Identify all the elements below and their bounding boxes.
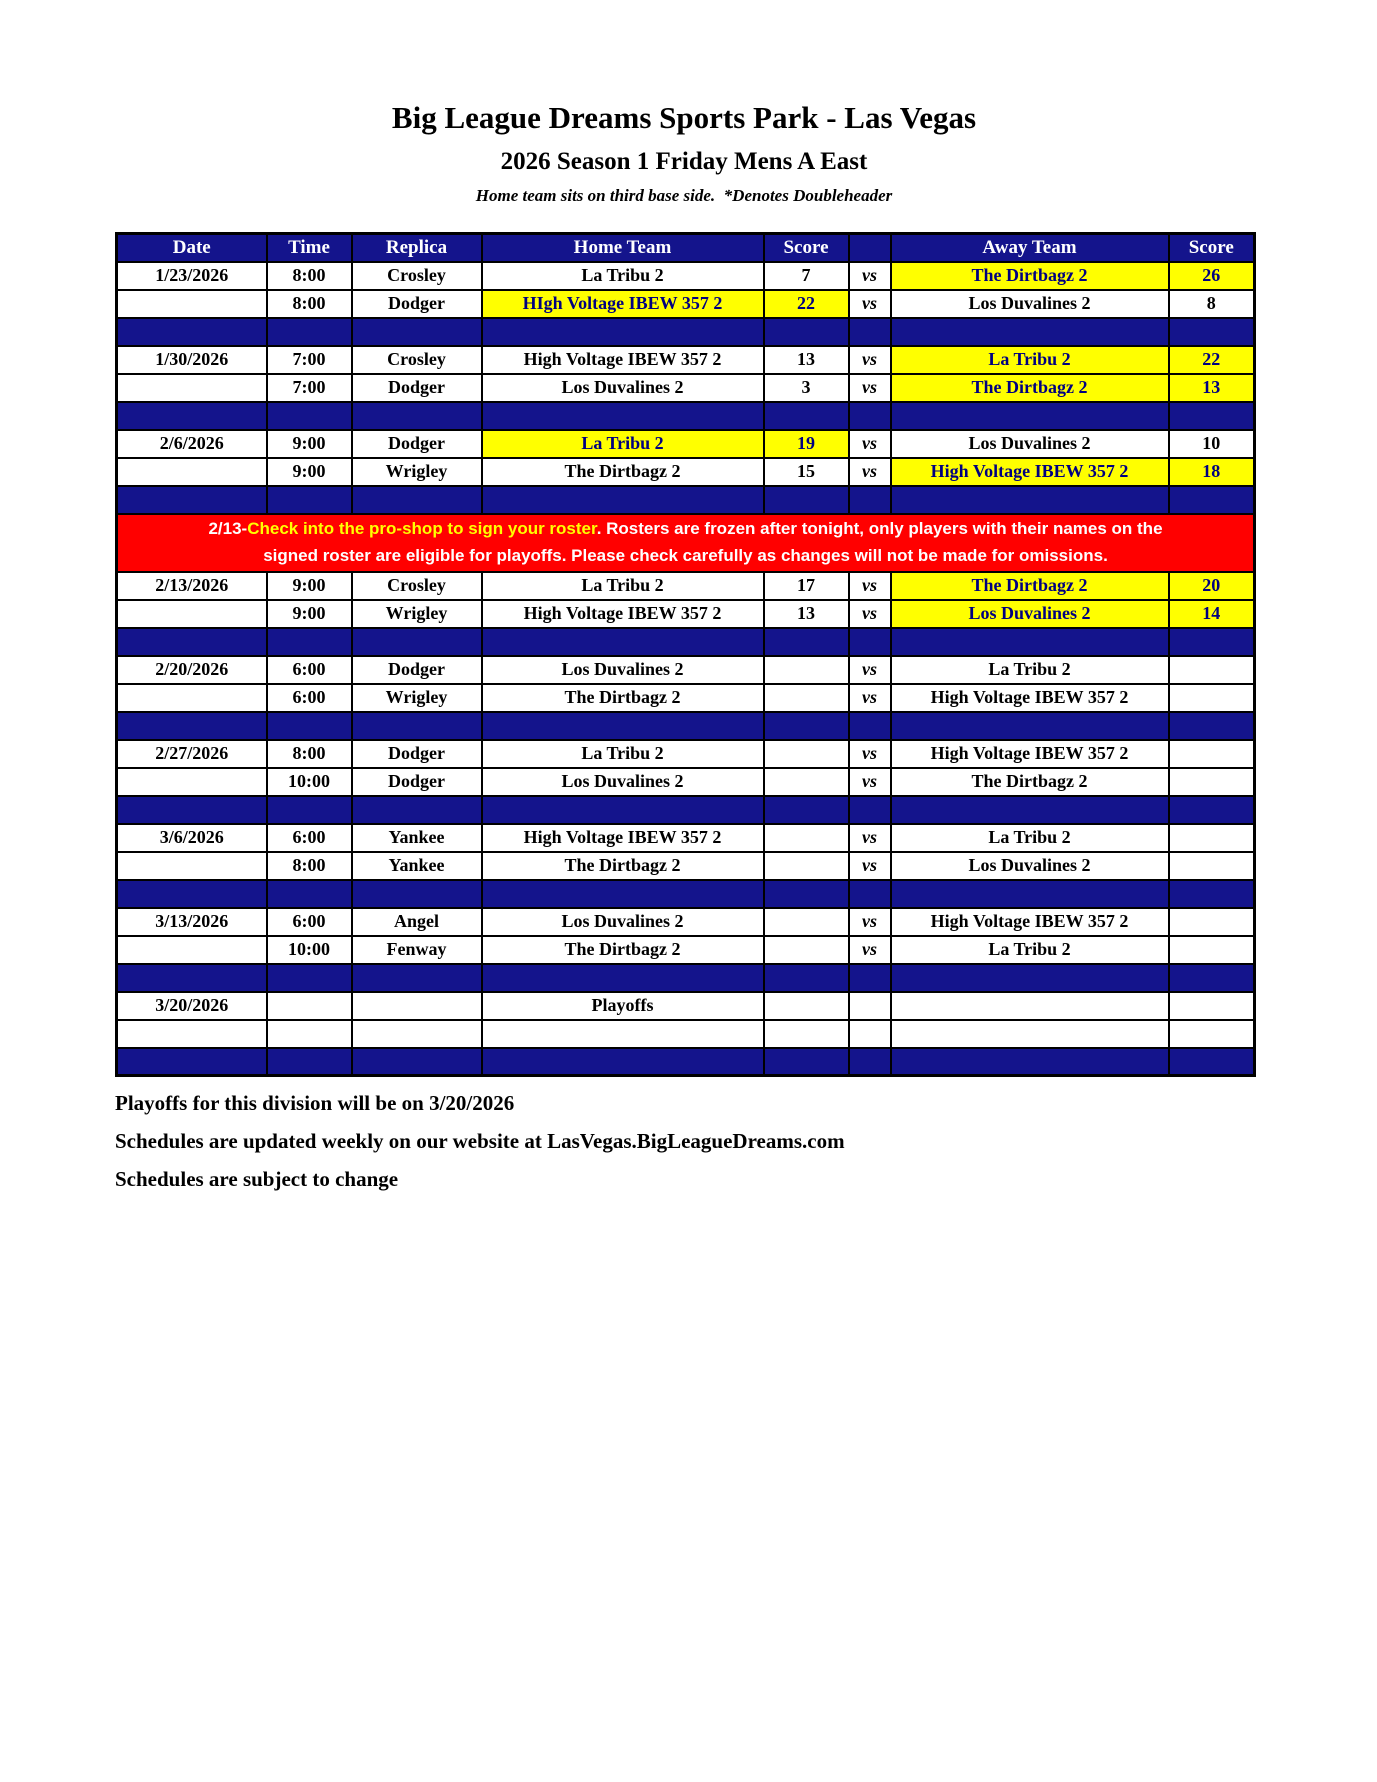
separator-cell bbox=[117, 796, 267, 824]
separator-cell bbox=[352, 628, 482, 656]
separator-cell bbox=[352, 402, 482, 430]
time-cell bbox=[267, 992, 352, 1020]
vs-cell: vs bbox=[849, 346, 891, 374]
separator-cell bbox=[352, 486, 482, 514]
home-score-cell bbox=[764, 740, 849, 768]
footer-website-note: Schedules are updated weekly on our website at LasVegas.BigLeagueDreams.com bbox=[115, 1129, 845, 1153]
separator-cell bbox=[1169, 712, 1255, 740]
home-score-cell bbox=[764, 684, 849, 712]
game-row bbox=[117, 572, 1255, 600]
home-team-cell: High Voltage IBEW 357 2 bbox=[482, 346, 764, 374]
away-score-cell: 14 bbox=[1169, 600, 1255, 628]
schedule-table-body bbox=[117, 262, 1255, 1076]
separator-cell bbox=[764, 880, 849, 908]
game-row bbox=[117, 992, 1255, 1020]
roster-notice-segment: . Rosters are frozen after tonight, only players with their names on the bbox=[596, 519, 1163, 539]
separator-cell bbox=[117, 712, 267, 740]
replica-cell: Dodger bbox=[352, 768, 482, 796]
game-row bbox=[117, 740, 1255, 768]
separator-cell bbox=[267, 712, 352, 740]
game-row bbox=[117, 430, 1255, 458]
vs-cell: vs bbox=[849, 458, 891, 486]
game-row bbox=[117, 600, 1255, 628]
game-row bbox=[117, 656, 1255, 684]
separator-cell bbox=[267, 628, 352, 656]
separator-row bbox=[117, 402, 1255, 430]
col-header-replica: Replica bbox=[352, 234, 482, 262]
away-score-cell bbox=[1169, 936, 1255, 964]
replica-cell: Dodger bbox=[352, 290, 482, 318]
col-header-vs bbox=[849, 234, 891, 262]
home-team-cell: La Tribu 2 bbox=[482, 430, 764, 458]
away-team-cell: La Tribu 2 bbox=[891, 824, 1169, 852]
separator-cell bbox=[117, 964, 267, 992]
time-cell: 8:00 bbox=[267, 262, 352, 290]
vs-cell: vs bbox=[849, 768, 891, 796]
separator-cell bbox=[352, 712, 482, 740]
separator-cell bbox=[849, 628, 891, 656]
separator-cell bbox=[764, 628, 849, 656]
date-cell: 2/13/2026 bbox=[117, 572, 267, 600]
date-cell: 3/6/2026 bbox=[117, 824, 267, 852]
separator-cell bbox=[267, 880, 352, 908]
time-cell: 8:00 bbox=[267, 740, 352, 768]
away-score-cell: 26 bbox=[1169, 262, 1255, 290]
away-team-cell: The Dirtbagz 2 bbox=[891, 262, 1169, 290]
vs-cell: vs bbox=[849, 600, 891, 628]
date-cell bbox=[117, 1020, 267, 1048]
vs-cell: vs bbox=[849, 572, 891, 600]
col-header-home-score: Score bbox=[764, 234, 849, 262]
separator-cell bbox=[1169, 1048, 1255, 1076]
home-score-cell: 3 bbox=[764, 374, 849, 402]
separator-cell bbox=[1169, 880, 1255, 908]
home-score-cell bbox=[764, 1020, 849, 1048]
away-score-cell bbox=[1169, 824, 1255, 852]
time-cell: 9:00 bbox=[267, 600, 352, 628]
separator-cell bbox=[482, 486, 764, 514]
vs-cell bbox=[849, 992, 891, 1020]
home-team-cell: Los Duvalines 2 bbox=[482, 374, 764, 402]
game-row bbox=[117, 290, 1255, 318]
away-team-cell: The Dirtbagz 2 bbox=[891, 374, 1169, 402]
time-cell: 6:00 bbox=[267, 684, 352, 712]
separator-cell bbox=[849, 318, 891, 346]
away-score-cell bbox=[1169, 1020, 1255, 1048]
date-cell: 3/20/2026 bbox=[117, 992, 267, 1020]
separator-cell bbox=[482, 318, 764, 346]
time-cell: 6:00 bbox=[267, 908, 352, 936]
away-score-cell: 22 bbox=[1169, 346, 1255, 374]
separator-cell bbox=[891, 1048, 1169, 1076]
page-title: Big League Dreams Sports Park - Las Vegas bbox=[391, 100, 977, 135]
schedule-document bbox=[115, 0, 1253, 1192]
separator-cell bbox=[117, 880, 267, 908]
separator-row bbox=[117, 486, 1255, 514]
separator-cell bbox=[764, 486, 849, 514]
replica-cell: Wrigley bbox=[352, 600, 482, 628]
date-cell bbox=[117, 458, 267, 486]
away-team-cell: The Dirtbagz 2 bbox=[891, 572, 1169, 600]
away-score-cell: 13 bbox=[1169, 374, 1255, 402]
game-row bbox=[117, 824, 1255, 852]
date-cell bbox=[117, 290, 267, 318]
date-cell bbox=[117, 374, 267, 402]
separator-cell bbox=[482, 964, 764, 992]
home-team-cell: The Dirtbagz 2 bbox=[482, 852, 764, 880]
time-cell bbox=[267, 1020, 352, 1048]
schedule-table bbox=[115, 232, 1256, 1077]
separator-row bbox=[117, 712, 1255, 740]
vs-cell: vs bbox=[849, 656, 891, 684]
home-score-cell bbox=[764, 908, 849, 936]
separator-cell bbox=[1169, 402, 1255, 430]
home-team-cell: High Voltage IBEW 357 2 bbox=[482, 600, 764, 628]
home-score-cell: 7 bbox=[764, 262, 849, 290]
home-score-cell: 13 bbox=[764, 346, 849, 374]
away-team-cell: The Dirtbagz 2 bbox=[891, 768, 1169, 796]
away-score-cell: 18 bbox=[1169, 458, 1255, 486]
away-team-cell: Los Duvalines 2 bbox=[891, 600, 1169, 628]
home-score-cell bbox=[764, 824, 849, 852]
vs-cell: vs bbox=[849, 374, 891, 402]
vs-cell: vs bbox=[849, 936, 891, 964]
separator-cell bbox=[891, 486, 1169, 514]
separator-cell bbox=[482, 880, 764, 908]
home-team-note: Home team sits on third base side. *Denotes Doubleheader bbox=[475, 186, 893, 205]
replica-cell bbox=[352, 1020, 482, 1048]
separator-cell bbox=[482, 796, 764, 824]
vs-cell: vs bbox=[849, 740, 891, 768]
date-cell bbox=[117, 684, 267, 712]
replica-cell: Wrigley bbox=[352, 458, 482, 486]
away-team-cell: La Tribu 2 bbox=[891, 936, 1169, 964]
date-cell: 2/6/2026 bbox=[117, 430, 267, 458]
away-score-cell: 10 bbox=[1169, 430, 1255, 458]
separator-cell bbox=[891, 402, 1169, 430]
separator-cell bbox=[764, 964, 849, 992]
home-score-cell: 15 bbox=[764, 458, 849, 486]
home-score-cell: 19 bbox=[764, 430, 849, 458]
vs-cell: vs bbox=[849, 908, 891, 936]
away-team-cell: Los Duvalines 2 bbox=[891, 852, 1169, 880]
date-cell: 1/30/2026 bbox=[117, 346, 267, 374]
col-header-home-team: Home Team bbox=[482, 234, 764, 262]
away-team-cell: High Voltage IBEW 357 2 bbox=[891, 458, 1169, 486]
separator-cell bbox=[482, 628, 764, 656]
roster-notice-row bbox=[117, 514, 1255, 572]
separator-cell bbox=[1169, 486, 1255, 514]
replica-cell: Crosley bbox=[352, 346, 482, 374]
separator-cell bbox=[267, 964, 352, 992]
time-cell: 6:00 bbox=[267, 656, 352, 684]
separator-cell bbox=[267, 402, 352, 430]
separator-cell bbox=[891, 712, 1169, 740]
separator-row bbox=[117, 1048, 1255, 1076]
away-score-cell bbox=[1169, 740, 1255, 768]
away-team-cell: Los Duvalines 2 bbox=[891, 430, 1169, 458]
separator-cell bbox=[849, 486, 891, 514]
table-header-row bbox=[117, 234, 1255, 262]
replica-cell: Angel bbox=[352, 908, 482, 936]
vs-cell: vs bbox=[849, 430, 891, 458]
page-subtitle: 2026 Season 1 Friday Mens A East bbox=[500, 148, 868, 175]
separator-cell bbox=[352, 318, 482, 346]
vs-cell: vs bbox=[849, 852, 891, 880]
separator-cell bbox=[764, 712, 849, 740]
replica-cell: Crosley bbox=[352, 572, 482, 600]
separator-cell bbox=[849, 880, 891, 908]
col-header-time: Time bbox=[267, 234, 352, 262]
away-team-cell bbox=[891, 992, 1169, 1020]
replica-cell: Yankee bbox=[352, 824, 482, 852]
separator-row bbox=[117, 318, 1255, 346]
away-score-cell: 20 bbox=[1169, 572, 1255, 600]
roster-notice bbox=[117, 514, 1255, 572]
game-row bbox=[117, 346, 1255, 374]
away-score-cell bbox=[1169, 992, 1255, 1020]
date-cell: 2/20/2026 bbox=[117, 656, 267, 684]
date-cell bbox=[117, 768, 267, 796]
replica-cell: Dodger bbox=[352, 740, 482, 768]
game-row bbox=[117, 936, 1255, 964]
time-cell: 10:00 bbox=[267, 768, 352, 796]
home-score-cell bbox=[764, 768, 849, 796]
separator-cell bbox=[849, 1048, 891, 1076]
separator-cell bbox=[482, 402, 764, 430]
away-score-cell bbox=[1169, 768, 1255, 796]
separator-cell bbox=[117, 318, 267, 346]
time-cell: 8:00 bbox=[267, 290, 352, 318]
game-row bbox=[117, 908, 1255, 936]
home-score-cell bbox=[764, 656, 849, 684]
separator-cell bbox=[267, 318, 352, 346]
col-header-date: Date bbox=[117, 234, 267, 262]
separator-row bbox=[117, 628, 1255, 656]
separator-cell bbox=[764, 402, 849, 430]
separator-cell bbox=[1169, 318, 1255, 346]
vs-cell: vs bbox=[849, 824, 891, 852]
home-team-cell: La Tribu 2 bbox=[482, 262, 764, 290]
separator-cell bbox=[352, 796, 482, 824]
home-team-cell: High Voltage IBEW 357 2 bbox=[482, 824, 764, 852]
home-score-cell bbox=[764, 992, 849, 1020]
time-cell: 9:00 bbox=[267, 458, 352, 486]
replica-cell: Dodger bbox=[352, 656, 482, 684]
separator-cell bbox=[117, 1048, 267, 1076]
separator-cell bbox=[764, 1048, 849, 1076]
separator-cell bbox=[482, 712, 764, 740]
separator-cell bbox=[764, 796, 849, 824]
col-header-away-team: Away Team bbox=[891, 234, 1169, 262]
separator-cell bbox=[117, 628, 267, 656]
game-row bbox=[117, 458, 1255, 486]
roster-notice-segment: Check into the pro-shop to sign your roster bbox=[247, 519, 597, 539]
away-score-cell bbox=[1169, 684, 1255, 712]
separator-cell bbox=[891, 880, 1169, 908]
time-cell: 7:00 bbox=[267, 374, 352, 402]
replica-cell: Wrigley bbox=[352, 684, 482, 712]
separator-cell bbox=[1169, 964, 1255, 992]
separator-cell bbox=[352, 1048, 482, 1076]
game-row bbox=[117, 768, 1255, 796]
home-team-cell: The Dirtbagz 2 bbox=[482, 936, 764, 964]
game-row bbox=[117, 852, 1255, 880]
footer-notes bbox=[115, 1091, 1253, 1192]
separator-cell bbox=[891, 964, 1169, 992]
time-cell: 9:00 bbox=[267, 430, 352, 458]
home-team-cell: The Dirtbagz 2 bbox=[482, 684, 764, 712]
roster-notice-line1 bbox=[120, 516, 1251, 542]
footer-subject-to-change: Schedules are subject to change bbox=[115, 1167, 399, 1191]
replica-cell bbox=[352, 992, 482, 1020]
game-row bbox=[117, 1020, 1255, 1048]
separator-cell bbox=[891, 796, 1169, 824]
home-team-cell bbox=[482, 1020, 764, 1048]
date-cell bbox=[117, 852, 267, 880]
home-team-cell: The Dirtbagz 2 bbox=[482, 458, 764, 486]
separator-row bbox=[117, 964, 1255, 992]
separator-cell bbox=[1169, 796, 1255, 824]
away-team-cell bbox=[891, 1020, 1169, 1048]
separator-cell bbox=[764, 318, 849, 346]
date-cell: 3/13/2026 bbox=[117, 908, 267, 936]
date-cell bbox=[117, 936, 267, 964]
replica-cell: Fenway bbox=[352, 936, 482, 964]
home-team-cell: HIgh Voltage IBEW 357 2 bbox=[482, 290, 764, 318]
away-team-cell: High Voltage IBEW 357 2 bbox=[891, 684, 1169, 712]
home-team-cell: Los Duvalines 2 bbox=[482, 656, 764, 684]
separator-row bbox=[117, 880, 1255, 908]
footer-playoffs-date: Playoffs for this division will be on 3/20/2026 bbox=[115, 1091, 515, 1115]
time-cell: 9:00 bbox=[267, 572, 352, 600]
date-cell: 2/27/2026 bbox=[117, 740, 267, 768]
away-score-cell bbox=[1169, 908, 1255, 936]
vs-cell: vs bbox=[849, 262, 891, 290]
separator-cell bbox=[352, 964, 482, 992]
replica-cell: Dodger bbox=[352, 430, 482, 458]
date-cell bbox=[117, 600, 267, 628]
separator-cell bbox=[849, 964, 891, 992]
col-header-away-score: Score bbox=[1169, 234, 1255, 262]
separator-cell bbox=[352, 880, 482, 908]
separator-cell bbox=[117, 402, 267, 430]
separator-cell bbox=[267, 486, 352, 514]
separator-cell bbox=[117, 486, 267, 514]
away-score-cell bbox=[1169, 852, 1255, 880]
roster-notice-segment: 2/13- bbox=[208, 519, 248, 539]
game-row bbox=[117, 262, 1255, 290]
away-team-cell: High Voltage IBEW 357 2 bbox=[891, 908, 1169, 936]
time-cell: 6:00 bbox=[267, 824, 352, 852]
vs-cell bbox=[849, 1020, 891, 1048]
home-team-cell: Playoffs bbox=[482, 992, 764, 1020]
away-team-cell: High Voltage IBEW 357 2 bbox=[891, 740, 1169, 768]
home-score-cell bbox=[764, 936, 849, 964]
vs-cell: vs bbox=[849, 290, 891, 318]
time-cell: 7:00 bbox=[267, 346, 352, 374]
separator-cell bbox=[267, 796, 352, 824]
game-row bbox=[117, 374, 1255, 402]
game-row bbox=[117, 684, 1255, 712]
separator-cell bbox=[849, 402, 891, 430]
home-score-cell bbox=[764, 852, 849, 880]
home-team-cell: La Tribu 2 bbox=[482, 740, 764, 768]
separator-cell bbox=[849, 796, 891, 824]
separator-cell bbox=[267, 1048, 352, 1076]
home-team-cell: Los Duvalines 2 bbox=[482, 908, 764, 936]
away-team-cell: La Tribu 2 bbox=[891, 656, 1169, 684]
replica-cell: Crosley bbox=[352, 262, 482, 290]
replica-cell: Yankee bbox=[352, 852, 482, 880]
time-cell: 8:00 bbox=[267, 852, 352, 880]
home-score-cell: 22 bbox=[764, 290, 849, 318]
home-team-cell: Los Duvalines 2 bbox=[482, 768, 764, 796]
separator-cell bbox=[891, 628, 1169, 656]
separator-cell bbox=[849, 712, 891, 740]
roster-notice-line2: signed roster are eligible for playoffs. Please check carefully as changes will not be made for omissions. bbox=[263, 545, 1108, 565]
date-cell: 1/23/2026 bbox=[117, 262, 267, 290]
vs-cell: vs bbox=[849, 684, 891, 712]
away-score-cell bbox=[1169, 656, 1255, 684]
home-score-cell: 13 bbox=[764, 600, 849, 628]
home-team-cell: La Tribu 2 bbox=[482, 572, 764, 600]
separator-cell bbox=[1169, 628, 1255, 656]
separator-cell bbox=[482, 1048, 764, 1076]
time-cell: 10:00 bbox=[267, 936, 352, 964]
home-score-cell: 17 bbox=[764, 572, 849, 600]
away-team-cell: Los Duvalines 2 bbox=[891, 290, 1169, 318]
away-team-cell: La Tribu 2 bbox=[891, 346, 1169, 374]
away-score-cell: 8 bbox=[1169, 290, 1255, 318]
separator-cell bbox=[891, 318, 1169, 346]
replica-cell: Dodger bbox=[352, 374, 482, 402]
separator-row bbox=[117, 796, 1255, 824]
